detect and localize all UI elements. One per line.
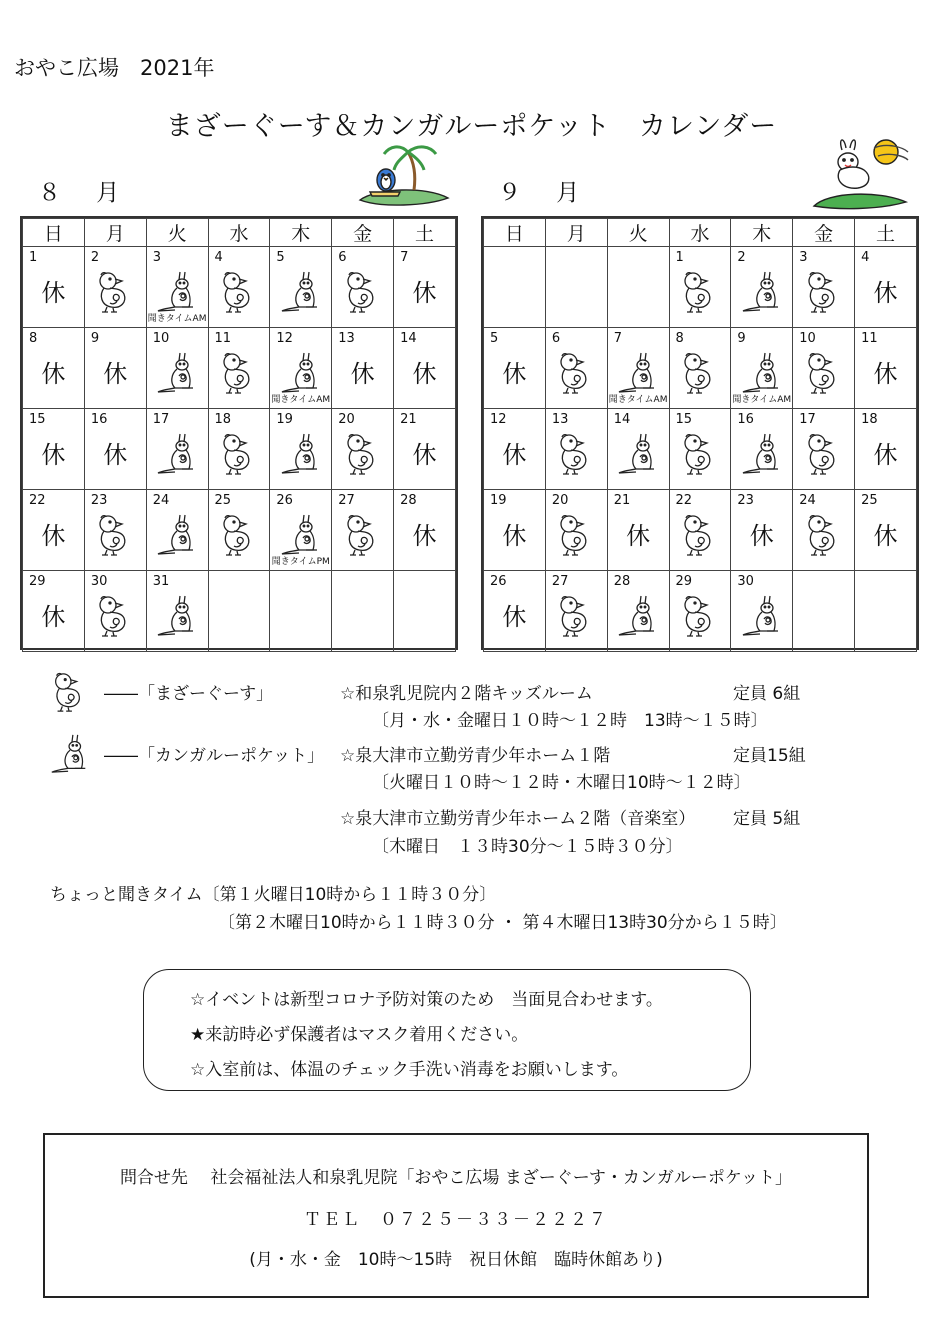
day-number: 4 <box>861 250 870 265</box>
kangaroo-icon <box>740 431 784 477</box>
goose-icon <box>341 431 385 477</box>
kangaroo-icon <box>616 350 660 396</box>
goose-icon <box>678 593 722 639</box>
day-number: 17 <box>152 412 170 427</box>
day-number: 19 <box>276 412 293 427</box>
legend-kangaroo-capacity-2: 定員 5組 <box>733 809 801 829</box>
weekday-header: 金 <box>332 219 394 247</box>
kangaroo-icon <box>155 593 199 639</box>
notice-item: ☆イベントは新型コロナ予防対策のため 当面見合わせます。 <box>190 990 663 1010</box>
goose-icon <box>93 269 137 315</box>
closed-mark: 休 <box>749 522 774 550</box>
legend-goose-capacity: 定員 6組 <box>733 684 801 704</box>
calendar-day-cell <box>731 409 793 490</box>
day-number: 29 <box>675 574 693 589</box>
day-number: 14 <box>613 412 631 427</box>
day-number: 9 <box>90 331 100 346</box>
page-title: まざーぐーす＆カンガルーポケット カレンダー <box>165 111 778 142</box>
calendar-week-row <box>23 409 456 490</box>
day-number: 14 <box>400 331 417 346</box>
goose-icon <box>93 593 137 639</box>
calendar-september-table <box>483 218 917 652</box>
kangaroo-icon <box>740 350 784 396</box>
calendar-week-row <box>23 328 456 409</box>
calendar-day-cell <box>146 328 208 409</box>
closed-mark: 休 <box>412 522 437 550</box>
goose-icon <box>802 350 846 396</box>
calendar-day-cell <box>793 490 855 571</box>
calendar-day-cell <box>793 409 855 490</box>
calendar-day-cell <box>394 328 456 409</box>
day-number: 6 <box>338 250 347 265</box>
kangaroo-icon <box>279 269 323 315</box>
calendar-day-cell <box>669 247 731 328</box>
closed-mark: 休 <box>103 360 128 388</box>
weekday-header: 日 <box>484 219 546 247</box>
calendar-day-cell <box>332 490 394 571</box>
calendar-day-cell <box>545 409 607 490</box>
calendar-week-row <box>484 328 917 409</box>
calendar-day-cell <box>84 247 146 328</box>
closed-mark: 休 <box>103 441 128 469</box>
calendar-day-cell <box>607 328 669 409</box>
day-number: 18 <box>861 412 878 427</box>
closed-mark: 休 <box>502 441 527 469</box>
goose-icon <box>341 512 385 558</box>
day-number: 26 <box>490 574 507 589</box>
day-number: 25 <box>861 493 878 508</box>
calendar-day-cell <box>793 247 855 328</box>
calendar-day-cell <box>208 571 270 652</box>
legend-kangaroo-place-1: ☆泉大津市立勤労青少年ホーム１階 <box>340 746 611 766</box>
kiki-time-note: 聞きタイムAM <box>608 395 668 405</box>
kangaroo-icon <box>155 431 199 477</box>
closed-mark: 休 <box>873 522 898 550</box>
kangaroo-icon <box>740 593 784 639</box>
weekday-header: 土 <box>855 219 917 247</box>
goose-icon <box>802 269 846 315</box>
day-number: 2 <box>90 250 100 265</box>
goose-icon <box>678 350 722 396</box>
calendar-week-row <box>484 490 917 571</box>
contact-tel: ＴＥＬ ０７２５－３３－２２２７ <box>304 1210 608 1230</box>
weekday-header: 月 <box>545 219 607 247</box>
goose-icon <box>93 512 137 558</box>
weekday-header: 水 <box>669 219 731 247</box>
calendar-day-cell <box>84 328 146 409</box>
day-number: 5 <box>490 331 499 346</box>
day-number: 10 <box>799 331 816 346</box>
calendar-day-cell <box>855 409 917 490</box>
weekday-header: 金 <box>793 219 855 247</box>
calendar-day-cell <box>146 571 208 652</box>
calendar-day-cell <box>855 490 917 571</box>
calendar-day-cell <box>484 409 546 490</box>
closed-mark: 休 <box>412 279 437 307</box>
calendar-day-cell <box>270 247 332 328</box>
goose-icon <box>678 431 722 477</box>
calendar-day-cell <box>146 490 208 571</box>
calendar-day-cell <box>731 247 793 328</box>
goose-icon <box>678 512 722 558</box>
calendar-day-cell <box>669 490 731 571</box>
calendar-day-cell <box>484 247 546 328</box>
calendar-week-row <box>23 571 456 652</box>
calendar-day-cell <box>23 490 85 571</box>
day-number: 27 <box>551 574 569 589</box>
day-number: 27 <box>338 493 355 508</box>
day-number: 17 <box>799 412 816 427</box>
closed-mark: 休 <box>502 603 527 631</box>
day-number: 12 <box>276 331 293 346</box>
weekday-header: 月 <box>84 219 146 247</box>
day-number: 11 <box>861 331 878 346</box>
calendar-day-cell <box>146 247 208 328</box>
calendar-day-cell <box>545 247 607 328</box>
closed-mark: 休 <box>41 603 66 631</box>
calendar-day-cell <box>484 571 546 652</box>
closed-mark: 休 <box>41 441 66 469</box>
calendar-september <box>481 216 919 650</box>
day-number: 5 <box>276 250 285 265</box>
day-number: 4 <box>214 250 223 265</box>
day-number: 21 <box>400 412 417 427</box>
day-number: 29 <box>29 574 46 589</box>
day-number: 15 <box>29 412 46 427</box>
calendar-week-row <box>23 490 456 571</box>
rabbit-moon-icon <box>808 136 912 212</box>
calendar-day-cell <box>270 409 332 490</box>
weekday-header: 土 <box>394 219 456 247</box>
calendar-day-cell <box>332 571 394 652</box>
day-number: 24 <box>152 493 170 508</box>
closed-mark: 休 <box>350 360 375 388</box>
calendar-day-cell <box>208 490 270 571</box>
day-number: 18 <box>214 412 232 427</box>
calendar-week-row <box>484 409 917 490</box>
calendar-day-cell <box>23 328 85 409</box>
closed-mark: 休 <box>873 360 898 388</box>
calendar-day-cell <box>545 571 607 652</box>
calendar-day-cell <box>270 571 332 652</box>
month-label-aug: ８ 月 <box>38 180 134 206</box>
day-number: 16 <box>90 412 108 427</box>
day-number: 6 <box>551 331 561 346</box>
day-number: 2 <box>737 250 746 265</box>
calendar-day-cell <box>669 571 731 652</box>
calendar-day-cell <box>731 571 793 652</box>
day-number: 22 <box>675 493 693 508</box>
calendar-day-cell <box>607 490 669 571</box>
calendar-week-row <box>23 247 456 328</box>
day-number: 24 <box>799 493 816 508</box>
calendar-day-cell <box>394 409 456 490</box>
kangaroo-icon <box>155 269 199 315</box>
legend-goose-hours: 〔月・水・金曜日１０時～１２時 13時～１５時〕 <box>372 711 768 731</box>
day-number: 22 <box>29 493 46 508</box>
calendar-day-cell <box>607 409 669 490</box>
day-number: 9 <box>737 331 746 346</box>
calendar-day-cell <box>394 571 456 652</box>
legend-kangaroo-hours-2: 〔木曜日 １３時30分～１５時３０分〕 <box>372 837 683 857</box>
legend-kangaroo-place-2: ☆泉大津市立勤労青少年ホーム２階（音楽室） <box>340 809 696 829</box>
closed-mark: 休 <box>41 522 66 550</box>
legend-kangaroo-name: ――「カンガルーポケット」 <box>104 746 325 766</box>
calendar-day-cell <box>84 571 146 652</box>
weekday-header: 日 <box>23 219 85 247</box>
calendar-day-cell <box>23 571 85 652</box>
calendar-day-cell <box>23 247 85 328</box>
calendar-day-cell <box>669 328 731 409</box>
kangaroo-icon <box>740 269 784 315</box>
notice-item: ★来訪時必ず保護者はマスク着用ください。 <box>190 1025 529 1045</box>
calendar-day-cell <box>23 409 85 490</box>
calendar-day-cell <box>270 490 332 571</box>
calendar-day-cell <box>793 328 855 409</box>
month-label-sep: ９ 月 <box>498 180 594 206</box>
goose-icon <box>678 269 722 315</box>
kangaroo-legend-icon <box>48 732 92 776</box>
weekday-header: 火 <box>146 219 208 247</box>
calendar-day-cell <box>332 328 394 409</box>
weekday-header: 木 <box>270 219 332 247</box>
calendar-day-cell <box>793 571 855 652</box>
weekday-header: 火 <box>607 219 669 247</box>
calendar-day-cell <box>208 328 270 409</box>
day-number: 13 <box>551 412 569 427</box>
day-number: 11 <box>214 331 232 346</box>
legend-kangaroo-capacity-1: 定員15組 <box>733 746 806 766</box>
day-number: 16 <box>737 412 754 427</box>
contact-line: 問合せ先 社会福祉法人和泉乳児院「おやこ広場 まざーぐーす・カンガルーポケット」 <box>119 1168 793 1188</box>
legend-kangaroo-hours-1: 〔火曜日１０時～１２時・木曜日10時～１２時〕 <box>372 773 751 793</box>
calendar-day-cell <box>545 490 607 571</box>
notice-item: ☆入室前は、体温のチェック手洗い消毒をお願いします。 <box>190 1060 629 1080</box>
day-number: 26 <box>276 493 293 508</box>
goose-icon <box>217 512 261 558</box>
day-number: 12 <box>490 412 507 427</box>
closed-mark: 休 <box>873 279 898 307</box>
day-number: 13 <box>338 331 355 346</box>
goose-icon <box>802 431 846 477</box>
calendar-august-table <box>22 218 456 652</box>
contact-hours: (月・水・金 10時～15時 祝日休館 臨時休館あり) <box>249 1250 663 1270</box>
goose-icon <box>554 512 598 558</box>
calendar-day-cell <box>394 247 456 328</box>
calendar-august <box>20 216 458 650</box>
calendar-week-row <box>484 247 917 328</box>
kangaroo-icon <box>155 350 199 396</box>
calendar-day-cell <box>484 490 546 571</box>
weekday-header: 水 <box>208 219 270 247</box>
goose-icon <box>554 350 598 396</box>
kangaroo-icon <box>279 431 323 477</box>
kangaroo-icon <box>616 593 660 639</box>
day-number: 8 <box>29 331 38 346</box>
island-penguin-icon <box>356 140 456 210</box>
goose-icon <box>217 269 261 315</box>
day-number: 10 <box>152 331 170 346</box>
day-number: 3 <box>152 250 161 265</box>
day-number: 7 <box>613 331 622 346</box>
kiki-time-note: 聞きタイムPM <box>271 557 330 567</box>
closed-mark: 休 <box>41 279 66 307</box>
calendar-day-cell <box>270 328 332 409</box>
calendar-day-cell <box>545 328 607 409</box>
calendar-day-cell <box>394 490 456 571</box>
day-number: 8 <box>675 331 684 346</box>
calendar-day-cell <box>607 571 669 652</box>
day-number: 28 <box>400 493 417 508</box>
calendar-day-cell <box>855 247 917 328</box>
kiki-time-line-2: 〔第２木曜日10時から１１時３０分 ・ 第４木曜日13時30分から１５時〕 <box>218 913 787 933</box>
day-number: 30 <box>90 574 108 589</box>
goose-legend-icon <box>48 670 92 714</box>
calendar-day-cell <box>607 247 669 328</box>
closed-mark: 休 <box>626 522 651 550</box>
weekday-header: 木 <box>731 219 793 247</box>
kiki-time-note: 聞きタイムAM <box>147 314 207 324</box>
day-number: 20 <box>551 493 569 508</box>
calendar-day-cell <box>731 490 793 571</box>
goose-icon <box>341 269 385 315</box>
day-number: 1 <box>675 250 684 265</box>
kangaroo-icon <box>155 512 199 558</box>
goose-icon <box>217 431 261 477</box>
day-number: 19 <box>490 493 507 508</box>
calendar-day-cell <box>332 247 394 328</box>
legend-goose-name: ――「まざーぐーす」 <box>104 684 274 704</box>
closed-mark: 休 <box>412 360 437 388</box>
calendar-day-cell <box>146 409 208 490</box>
calendar-day-cell <box>669 409 731 490</box>
legend-goose-place: ☆和泉乳児院内２階キッズルーム <box>340 684 593 704</box>
calendar-day-cell <box>208 409 270 490</box>
day-number: 31 <box>152 574 170 589</box>
goose-icon <box>217 350 261 396</box>
kangaroo-icon <box>279 350 323 396</box>
calendar-day-cell <box>332 409 394 490</box>
kiki-time-note: 聞きタイムAM <box>271 395 331 405</box>
day-number: 3 <box>799 250 808 265</box>
closed-mark: 休 <box>412 441 437 469</box>
kiki-time-note: 聞きタイムAM <box>732 395 792 405</box>
calendar-day-cell <box>84 490 146 571</box>
kangaroo-icon <box>616 431 660 477</box>
calendar-week-row <box>484 571 917 652</box>
calendar-day-cell <box>855 571 917 652</box>
day-number: 15 <box>675 412 693 427</box>
closed-mark: 休 <box>873 441 898 469</box>
goose-icon <box>802 512 846 558</box>
calendar-day-cell <box>84 409 146 490</box>
day-number: 25 <box>214 493 232 508</box>
day-number: 20 <box>338 412 355 427</box>
day-number: 23 <box>737 493 754 508</box>
closed-mark: 休 <box>502 360 527 388</box>
day-number: 23 <box>90 493 108 508</box>
day-number: 28 <box>613 574 631 589</box>
calendar-day-cell <box>484 328 546 409</box>
day-number: 30 <box>737 574 754 589</box>
calendar-day-cell <box>855 328 917 409</box>
kiki-time-line-1: ちょっと聞きタイム〔第１火曜日10時から１１時３０分〕 <box>50 885 497 905</box>
kangaroo-icon <box>279 512 323 558</box>
calendar-day-cell <box>208 247 270 328</box>
org-year-title: おやこ広場 2021年 <box>14 56 215 80</box>
calendar-day-cell <box>731 328 793 409</box>
day-number: 7 <box>400 250 409 265</box>
goose-icon <box>554 431 598 477</box>
day-number: 1 <box>29 250 38 265</box>
closed-mark: 休 <box>502 522 527 550</box>
goose-icon <box>554 593 598 639</box>
closed-mark: 休 <box>41 360 66 388</box>
day-number: 21 <box>613 493 631 508</box>
